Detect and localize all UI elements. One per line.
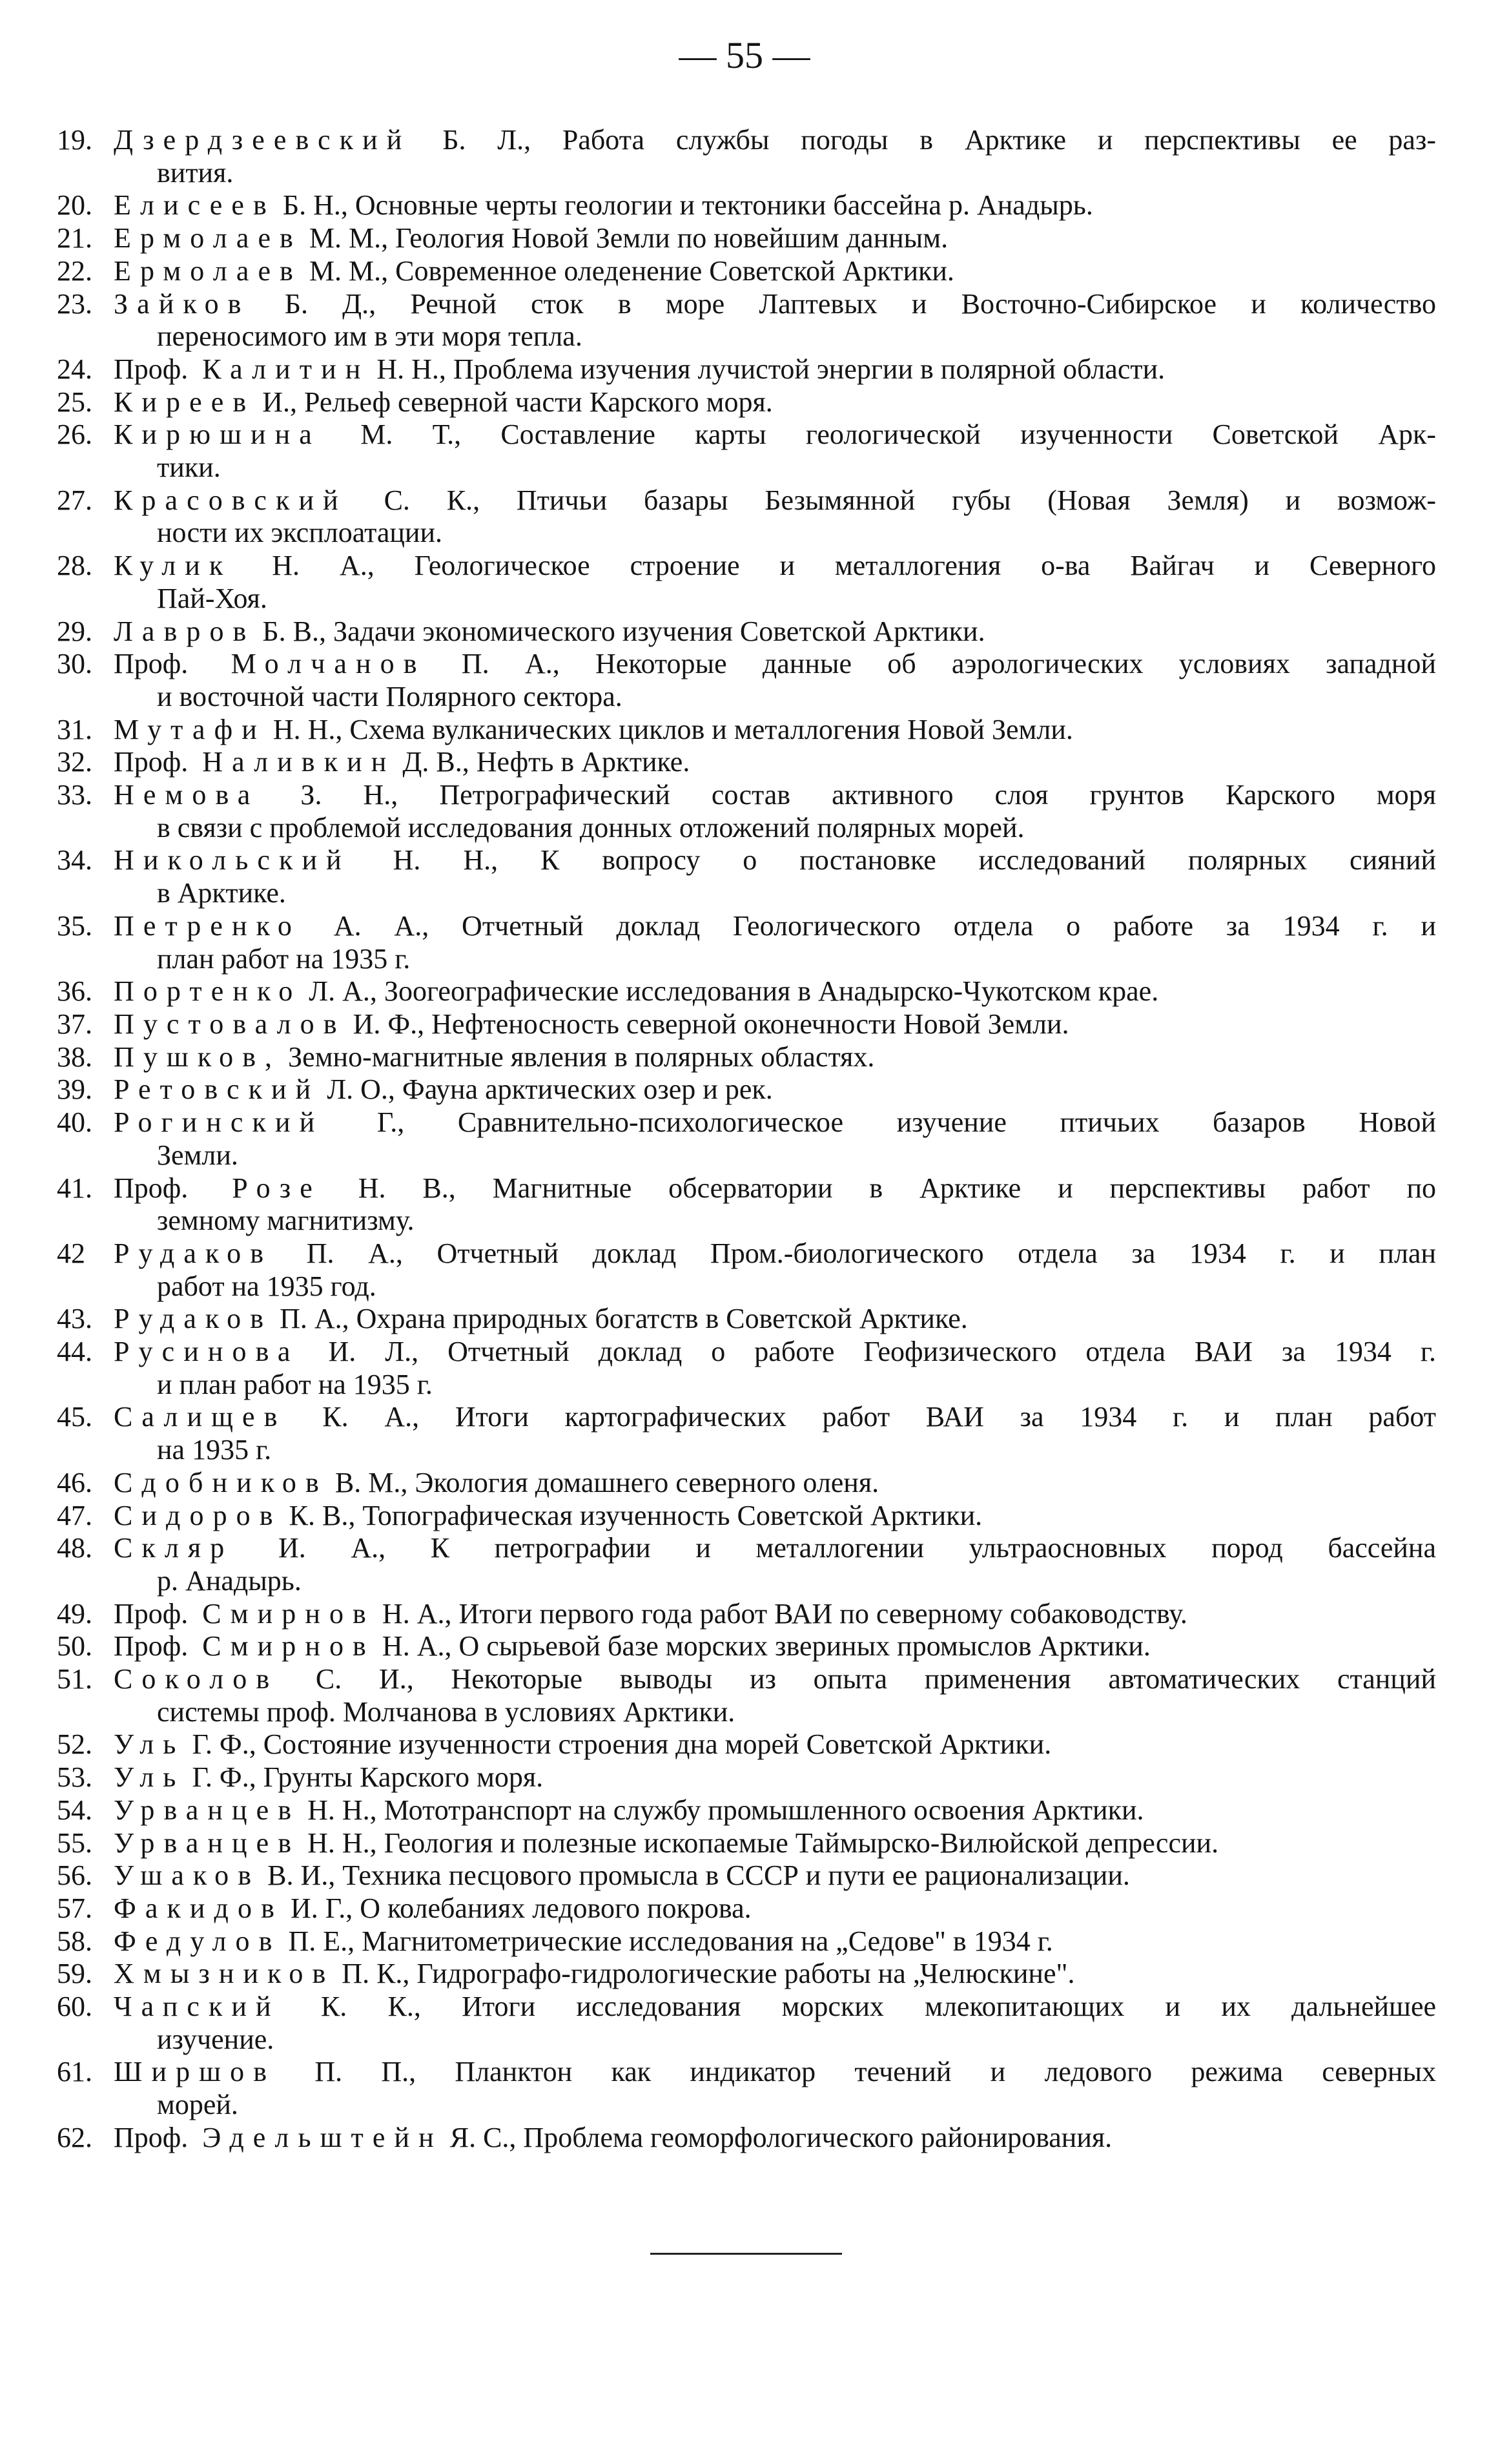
- entry-title: Н. Н., Схема вулканических циклов и металлогения Новой Земли.: [272, 713, 1073, 745]
- entry-title: Я. С., Проблема геоморфологического районирования.: [449, 2121, 1113, 2153]
- list-item: [57, 746, 1436, 779]
- entry-author: Портенко: [114, 975, 302, 1008]
- entry-title: А. А., Отчетный доклад Геологического отдела о работе за 1934 г. и: [333, 909, 1436, 942]
- entry-number: 29.: [57, 615, 92, 647]
- entry-number: 57.: [57, 1892, 92, 1924]
- entry-title: М. М., Геология Новой Земли по новейшим данным.: [309, 222, 949, 254]
- entry-first-line: [57, 386, 1436, 419]
- entry-author: Федулов: [114, 1925, 282, 1957]
- entry-author: Елисеев: [114, 189, 276, 222]
- entry-number: 33.: [57, 779, 92, 811]
- list-item: [57, 189, 1436, 222]
- entry-title: Н. А., Геологическое строение и металлогения о-ва Вайгач и Северного: [272, 550, 1436, 582]
- entry-first-line: [57, 1467, 1436, 1500]
- entry-number: 44.: [57, 1336, 92, 1368]
- entry-number: 34.: [57, 844, 92, 876]
- entry-first-line: [57, 550, 1436, 583]
- entry-continuation: тики.: [157, 451, 221, 484]
- list-item: [57, 1827, 1436, 1860]
- entry-first-line: [57, 1991, 1436, 2024]
- entry-author: Урванцев: [114, 1794, 301, 1826]
- entry-first-line: [57, 1598, 1436, 1631]
- entry-title: С. И., Некоторые выводы из опыта применения автоматических станций: [315, 1663, 1436, 1695]
- entry-number: 61.: [57, 2056, 92, 2088]
- list-item: [57, 386, 1436, 419]
- entry-number: 20.: [57, 189, 92, 222]
- list-item: [57, 1106, 1436, 1172]
- entry-continuation: Земли.: [157, 1139, 238, 1171]
- entry-number: 58.: [57, 1925, 92, 1957]
- entry-first-line: [57, 910, 1436, 943]
- entry-title: Н. А., О сырьевой базе морских звериных промыслов Арктики.: [382, 1630, 1151, 1662]
- entry-author: Сидоров: [114, 1499, 282, 1531]
- entry-author: Смирнов: [202, 1597, 375, 1630]
- entry-number: 59.: [57, 1958, 92, 1990]
- entry-number: 47.: [57, 1499, 92, 1531]
- entry-number: 31.: [57, 713, 92, 745]
- entry-first-line: [57, 484, 1436, 517]
- entry-first-line: [57, 1761, 1436, 1794]
- list-item: [57, 1172, 1436, 1237]
- entry-number: 38.: [57, 1040, 92, 1073]
- entry-author: Ширшов: [114, 2056, 276, 2088]
- entry-number: 26.: [57, 419, 92, 451]
- entry-first-line: [57, 1401, 1436, 1434]
- list-item: [57, 1761, 1436, 1794]
- entry-title: Н. А., Итоги первого года работ ВАИ по северному собаководству.: [382, 1597, 1187, 1630]
- entry-first-line: [57, 1303, 1436, 1336]
- entry-number: 43.: [57, 1303, 92, 1335]
- entry-prefix: Проф.: [114, 1597, 189, 1630]
- entry-title: Г. Ф., Состояние изученности строения дна морей Советской Арктики.: [192, 1728, 1052, 1761]
- entry-title: М. М., Современное оледенение Советской Арктики.: [309, 254, 954, 287]
- entry-first-line: [57, 1630, 1436, 1663]
- entry-title: Б. Н., Основные черты геологии и тектоники бассейна р. Анадырь.: [282, 189, 1093, 222]
- entry-first-line: [57, 189, 1436, 222]
- list-item: [57, 1532, 1436, 1597]
- entry-continuation: Пай-Хоя.: [157, 582, 267, 614]
- entry-number: 52.: [57, 1728, 92, 1761]
- entry-title: П. А., Отчетный доклад Пром.-биологического отдела за 1934 г. и план: [306, 1237, 1436, 1269]
- list-item: [57, 844, 1436, 909]
- entry-author: Русинова: [114, 1336, 300, 1368]
- entry-title: В. И., Техника песцового промысла в СССР и пути ее рационализации.: [267, 1859, 1130, 1892]
- list-item: [57, 419, 1436, 484]
- entry-first-line: [57, 1794, 1436, 1827]
- entry-prefix: Проф.: [114, 2121, 189, 2153]
- entry-title: Н. Н., Мототранспорт на службу промышленного освоения Арктики.: [307, 1794, 1144, 1826]
- entry-first-line: [57, 288, 1436, 321]
- entry-continuation: на 1935 г.: [157, 1434, 272, 1466]
- entry-number: 30.: [57, 648, 92, 680]
- entry-author: Петренко: [114, 909, 301, 942]
- entry-first-line: [57, 714, 1436, 747]
- list-item: [57, 1500, 1436, 1533]
- entry-title: П. П., Планктон как индикатор течений и ледового режима северных: [314, 2056, 1436, 2088]
- entry-continuation: р. Анадырь.: [157, 1564, 302, 1597]
- entry-number: 60.: [57, 1991, 92, 2023]
- entry-title: И. Г., О колебаниях ледового покрова.: [290, 1892, 752, 1924]
- entry-first-line: [57, 1500, 1436, 1533]
- entry-author: Хмызников: [114, 1958, 335, 1990]
- list-item: [57, 616, 1436, 648]
- entry-author: Смирнов: [202, 1630, 375, 1662]
- entry-first-line: [57, 975, 1436, 1008]
- entry-continuation: работ на 1935 год.: [157, 1270, 376, 1302]
- entry-title: В. М., Экология домашнего северного оленя.: [334, 1466, 879, 1498]
- entry-first-line: [57, 1172, 1436, 1205]
- list-item: [57, 1237, 1436, 1303]
- entry-author: Кирюшина: [114, 419, 321, 451]
- entry-author: Уль: [114, 1728, 185, 1761]
- entry-author: Рудаков: [114, 1303, 273, 1335]
- entry-title: Г., Сравнительно-психологическое изучение птичьих базаров Новой: [376, 1106, 1437, 1139]
- entry-continuation: морей.: [157, 2089, 238, 2121]
- entry-author: Пушков,: [114, 1040, 282, 1073]
- entry-author: Факидов: [114, 1892, 283, 1924]
- entry-first-line: [57, 1827, 1436, 1860]
- entry-continuation: в Арктике.: [157, 877, 286, 909]
- entry-first-line: [57, 1728, 1436, 1761]
- list-item: [57, 910, 1436, 975]
- entry-number: 27.: [57, 484, 92, 516]
- entry-prefix: Проф.: [114, 648, 189, 680]
- entry-first-line: [57, 1008, 1436, 1041]
- entry-first-line: [57, 1663, 1436, 1696]
- entry-continuation: план работ на 1935 г.: [157, 942, 411, 975]
- entry-first-line: [57, 124, 1436, 157]
- entry-first-line: [57, 1041, 1436, 1074]
- entry-continuation: изучение.: [157, 2023, 274, 2055]
- entry-first-line: [57, 1925, 1436, 1958]
- entry-author: Дзердзеевский: [114, 124, 411, 156]
- list-item: [57, 1663, 1436, 1728]
- entry-title: Б. Д., Речной сток в море Лаптевых и Восточно-Сибирское и количество: [284, 287, 1436, 320]
- entry-number: 54.: [57, 1794, 92, 1826]
- page-number: — 55 —: [679, 34, 810, 76]
- entry-continuation: земному магнитизму.: [157, 1205, 415, 1237]
- entry-prefix: Проф.: [114, 353, 189, 385]
- entry-title: Л. О., Фауна арктических озер и рек.: [327, 1073, 773, 1106]
- entry-prefix: Проф.: [114, 1172, 189, 1204]
- entry-title: Н. Н., Геология и полезные ископаемые Таймырско-Вилюйской депрессии.: [307, 1827, 1219, 1859]
- list-item: [57, 550, 1436, 615]
- list-item: [57, 2056, 1436, 2121]
- list-item: [57, 975, 1436, 1008]
- entry-title: Б. Л., Работа службы погоды в Арктике и перспективы ее раз-: [442, 124, 1436, 156]
- list-item: [57, 1401, 1436, 1466]
- entry-first-line: [57, 1958, 1436, 1991]
- list-item: [57, 1859, 1436, 1892]
- entry-author: Кулик: [114, 550, 232, 582]
- entry-title: П. А., Некоторые данные об аэрологических условиях западной: [461, 648, 1437, 680]
- list-item: [57, 1925, 1436, 1958]
- entry-prefix: Проф.: [114, 746, 189, 778]
- entry-author: Скляр: [114, 1532, 234, 1564]
- entry-number: 49.: [57, 1597, 92, 1630]
- entry-author: Рудаков: [114, 1237, 273, 1269]
- list-item: [57, 1892, 1436, 1925]
- list-item: [57, 1008, 1436, 1041]
- entry-number: 62.: [57, 2121, 92, 2153]
- entry-title: К. В., Топографическая изученность Советской Арктики.: [289, 1499, 983, 1531]
- entry-title: П. Е., Магнитометрические исследования на „Седове" в 1934 г.: [288, 1925, 1053, 1957]
- entry-title: К. К., Итоги исследования морских млекопитающих и их дальнейшее: [320, 1991, 1436, 2023]
- entry-author: Лавров: [114, 615, 256, 647]
- list-item: [57, 779, 1436, 844]
- entry-number: 51.: [57, 1663, 92, 1695]
- list-item: [57, 2122, 1436, 2155]
- entry-number: 32.: [57, 746, 92, 778]
- entry-author: Красовский: [114, 484, 347, 516]
- entry-author: Киреев: [114, 386, 256, 418]
- entry-title: Н. Н., Проблема изучения лучистой энергии в полярной области.: [376, 353, 1166, 385]
- entry-first-line: [57, 1073, 1436, 1106]
- entry-first-line: [57, 844, 1436, 877]
- entry-author: Зайков: [114, 287, 251, 320]
- entry-continuation: и восточной части Полярного сектора.: [157, 680, 622, 712]
- entry-title: М. Т., Составление карты геологической изученности Советской Арк-: [360, 419, 1437, 451]
- entry-title: Б. В., Задачи экономического изучения Советской Арктики.: [262, 615, 985, 647]
- list-item: [57, 1303, 1436, 1336]
- entry-continuation: переносимого им в эти моря тепла.: [157, 320, 582, 353]
- entry-author: Ермолаев: [114, 222, 302, 254]
- entry-title: И. Л., Отчетный доклад о работе Геофизического отдела ВАИ за 1934 г.: [328, 1336, 1437, 1368]
- entry-author: Ретовский: [114, 1073, 320, 1106]
- entry-number: 39.: [57, 1073, 92, 1106]
- list-item: [57, 353, 1436, 386]
- list-item: [57, 1728, 1436, 1761]
- entry-first-line: [57, 222, 1436, 255]
- entry-author: Салищев: [114, 1401, 287, 1433]
- entry-author: Соколов: [114, 1663, 279, 1695]
- list-item: [57, 1794, 1436, 1827]
- entry-number: 28.: [57, 550, 92, 582]
- list-item: [57, 1041, 1436, 1074]
- entry-number: 23.: [57, 287, 92, 320]
- entry-continuation: системы проф. Молчанова в условиях Арктики.: [157, 1695, 735, 1728]
- entry-title: С. К., Птичьи базары Безымянной губы (Новая Земля) и возмож-: [384, 484, 1436, 516]
- entry-number: 36.: [57, 975, 92, 1008]
- list-item: [57, 1958, 1436, 1991]
- entry-prefix: Проф.: [114, 1630, 189, 1662]
- entry-title: Н. Н., К вопросу о постановке исследований полярных сияний: [393, 844, 1437, 876]
- list-item: [57, 648, 1436, 713]
- entry-title: И. Ф., Нефтеносность северной оконечности Новой Земли.: [353, 1008, 1069, 1040]
- entry-first-line: [57, 779, 1436, 812]
- entry-author: Эдельштейн: [202, 2121, 443, 2153]
- entry-first-line: [57, 1532, 1436, 1565]
- entry-number: 56.: [57, 1859, 92, 1892]
- entry-author: Сдобников: [114, 1466, 328, 1498]
- list-item: [57, 1991, 1436, 2056]
- entry-number: 24.: [57, 353, 92, 385]
- entry-title: И., Рельеф северной части Карского моря.: [262, 386, 773, 418]
- entry-title: И. А., К петрографии и металлогении ультраосновных пород бассейна: [278, 1532, 1437, 1564]
- entry-first-line: [57, 1106, 1436, 1139]
- entry-first-line: [57, 353, 1436, 386]
- entry-author: Немова: [114, 779, 260, 811]
- entry-author: Молчанов: [231, 648, 426, 680]
- entry-continuation: ности их эксплоатации.: [157, 517, 443, 549]
- entry-title: З. Н., Петрографический состав активного слоя грунтов Карского моря: [300, 779, 1437, 811]
- entry-title: Д. В., Нефть в Арктике.: [402, 746, 690, 778]
- entry-title: Земно-магнитные явления в полярных областях.: [288, 1040, 875, 1073]
- entry-title: Г. Ф., Грунты Карского моря.: [192, 1761, 544, 1794]
- entry-number: 48.: [57, 1532, 92, 1564]
- entry-number: 46.: [57, 1466, 92, 1498]
- entry-number: 55.: [57, 1827, 92, 1859]
- entry-first-line: [57, 419, 1436, 451]
- entry-author: Пустовалов: [114, 1008, 346, 1040]
- entry-first-line: [57, 1237, 1436, 1270]
- bibliography-list: [57, 124, 1436, 2155]
- entry-author: Рогинский: [114, 1106, 324, 1139]
- entry-author: Мутафи: [114, 713, 266, 745]
- list-item: [57, 288, 1436, 353]
- entry-number: 19.: [57, 124, 92, 156]
- list-item: [57, 1598, 1436, 1631]
- entry-first-line: [57, 1892, 1436, 1925]
- entry-number: 45.: [57, 1401, 92, 1433]
- entry-title: Л. А., Зоогеографические исследования в Анадырско-Чукотском крае.: [309, 975, 1159, 1008]
- entry-number: 25.: [57, 386, 92, 418]
- list-item: [57, 255, 1436, 288]
- entry-author: Калитин: [202, 353, 370, 385]
- list-item: [57, 1073, 1436, 1106]
- entry-number: 35.: [57, 909, 92, 942]
- list-item: [57, 222, 1436, 255]
- entry-author: Никольский: [114, 844, 351, 876]
- entry-first-line: [57, 648, 1436, 681]
- entry-number: 41.: [57, 1172, 92, 1204]
- entry-first-line: [57, 1336, 1436, 1369]
- entry-number: 42: [57, 1237, 85, 1269]
- entry-continuation: в связи с проблемой исследования донных отложений полярных морей.: [157, 811, 1025, 844]
- entry-number: 53.: [57, 1761, 92, 1794]
- entry-first-line: [57, 2056, 1436, 2089]
- entry-title: П. А., Охрана природных богатств в Советской Арктике.: [280, 1303, 968, 1335]
- entry-author: Наливкин: [202, 746, 396, 778]
- entry-continuation: и план работ на 1935 г.: [157, 1368, 433, 1400]
- entry-number: 37.: [57, 1008, 92, 1040]
- entry-author: Розе: [232, 1172, 322, 1204]
- entry-title: Н. В., Магнитные обсерватории в Арктике и перспективы работ по: [358, 1172, 1437, 1204]
- entry-number: 21.: [57, 222, 92, 254]
- list-item: [57, 1336, 1436, 1401]
- entry-first-line: [57, 1859, 1436, 1892]
- list-item: [57, 1467, 1436, 1500]
- entry-author: Ермолаев: [114, 254, 302, 287]
- entry-author: Ушаков: [114, 1859, 261, 1892]
- list-item: [57, 124, 1436, 189]
- entry-author: Уль: [114, 1761, 185, 1794]
- entry-first-line: [57, 255, 1436, 288]
- entry-first-line: [57, 746, 1436, 779]
- entry-number: 50.: [57, 1630, 92, 1662]
- entry-continuation: вития.: [157, 156, 234, 189]
- list-item: [57, 1630, 1436, 1663]
- entry-first-line: [57, 616, 1436, 648]
- list-item: [57, 484, 1436, 550]
- entry-title: К. А., Итоги картографических работ ВАИ за 1934 г. и план работ: [322, 1401, 1436, 1433]
- entry-author: Чапский: [114, 1991, 280, 2023]
- entry-title: П. К., Гидрографо-гидрологические работы на „Челюскине".: [342, 1958, 1075, 1990]
- list-item: [57, 714, 1436, 747]
- entry-author: Урванцев: [114, 1827, 301, 1859]
- closing-rule-divider: [650, 2253, 842, 2255]
- entry-number: 40.: [57, 1106, 92, 1139]
- entry-first-line: [57, 2122, 1436, 2155]
- entry-number: 22.: [57, 254, 92, 287]
